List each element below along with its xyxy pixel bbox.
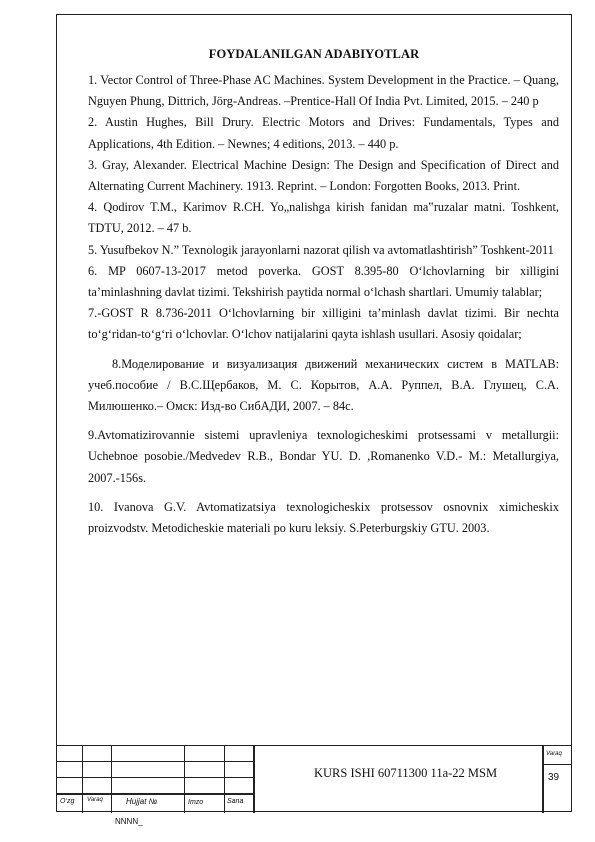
reference-list <box>88 70 563 539</box>
document-code: KURS ISHI 60711300 11a-22 MSM <box>314 766 498 780</box>
reference-item: 7.-GOST R 8.736-2011 O‘lchovlarning bir xilligini ta’minlash davlat tizimi. Bir nechta to‘g‘ridan-to‘g‘ri o‘lchovlar. O‘lchov natijalarini qayta ishlash usullari. Asosiy qoidalar; <box>88 306 559 342</box>
reference-item: 3. Gray, Alexander. Electrical Machine Design: The Design and Specification of Direct and Alternating Current Machinery. 1913. Reprint. – London: Forgotten Books, 2013. Print. <box>88 157 559 194</box>
stamp-footer-text: NNNN_ <box>115 817 143 826</box>
reference-item: 6. MP 0607-13-2017 metod poverka. GOST 8.395-80 O‘lchovlarning bir xilligini ta’minlashning davlat tizimi. Tekshirish paytida normal o‘lchash shartlari. Umumiy talablar; <box>88 263 559 300</box>
document-number-column-label: Hujjat № <box>126 797 158 806</box>
reference-item: 8.Моделирование и визуализация движений механических систем в MATLAB: учеб.пособие / В.С.Щербаков, М. С. Корытов, А.А. Руппел, В.А. Глушец, С.А. Милюшенко.– Омск: Изд-во СибАДИ, 2007. – 84с. <box>88 356 563 414</box>
sheet-label: Varaq <box>546 751 562 757</box>
change-column-label: O‘zg <box>60 798 75 805</box>
sheet-number: 39 <box>548 772 560 783</box>
title-block-stamp <box>56 745 572 813</box>
sheet-column-label: Varaq <box>87 797 103 803</box>
page-title: FOYDALANILGAN ADABIYOTLAR <box>208 47 420 61</box>
date-column-label: Sana <box>227 798 244 805</box>
reference-item: 4. Qodirov T.M., Karimov R.CH. Yo„nalishga kirish fanidan ma‟ruzalar matni. Toshkent, TDTU, 2012. – 47 b. <box>88 200 559 236</box>
reference-item: 10. Ivanova G.V. Avtomatizatsiya texnologicheskix protsessov osnovnix ximicheskix proizvodstv. Metodicheskie materiali po kuru leksiy. S.Peterburgskiy GTU. 2003. <box>88 499 559 536</box>
reference-item: 1. Vector Control of Three-Phase AC Machines. System Development in the Practice. – Quang, Nguyen Phung, Dittrich, Jörg-Andreas. –Prentice-Hall Of India Pvt. Limited, 2015. – 240 p <box>88 73 559 109</box>
signature-column-label: Imzo <box>188 799 204 806</box>
reference-item: 9.Avtomatizirovannie sistemi upravleniya texnologicheskimi protsessami v metallurgii: Uchebnoe posobie./Medvedev R.B., Bondar YU. D. ,Romanenko V.D.- M.: Metallurgiya, 2007.-156s. <box>88 428 559 485</box>
reference-item: 5. Yusufbekov N.” Texnologik jarayonlarni nazorat qilish va avtomatlashtirish” Toshkent-2011 <box>88 242 554 257</box>
reference-item: 2. Austin Hughes, Bill Drury. Electric Motors and Drives: Fundamentals, Types and Applications, 4th Edition. – Newnes; 4 editions, 2013. – 440 p. <box>88 115 559 151</box>
